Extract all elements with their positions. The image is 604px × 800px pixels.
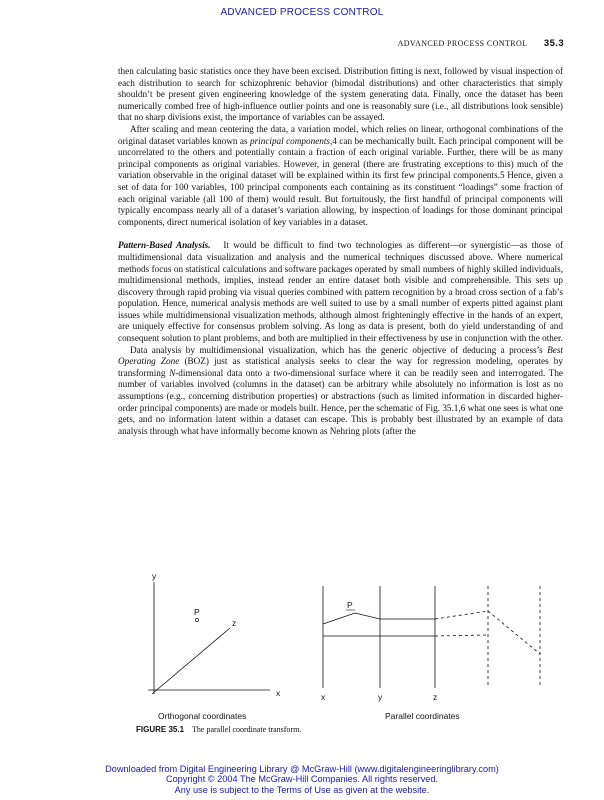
parallel-axis-label-x: x [321, 692, 326, 702]
figure-caption-text: The parallel coordinate transform. [192, 725, 302, 734]
figure-number: FIGURE 35.1 [136, 725, 185, 734]
orthogonal-caption: Orthogonal coordinates [158, 711, 247, 721]
term-best-operating-zone: Best Operating Zone [118, 344, 563, 367]
orthogonal-z-label: z [232, 618, 237, 628]
paragraph-3 [118, 240, 563, 344]
parallel-dashed-lower [488, 611, 540, 654]
paragraph-3-text: It would be difficult to find two technologies as different—or synergistic—as those of multidimensional data visualization and analysis and the numerical techniques discussed above. Where numerical methods focus on statistical calculations and software packages operated by small numbers of highly skilled individuals, multidimensional methods, implies, instead render an entire dataset both visible and comprehensible. This sets up discovery through rapid probing via visual queries combined with pattern recognition by a broad cross section of a fab’s population. Hence, numerical analysis methods are well suited to use by a small number of experts pitted against plant issues while multidimensional visualization methods, although almost frighteningly effective in the hands of an expert, are uniquely effective for consensus problem solving. As long as data is present, both do yield understanding of and consequent solution to plant problems, and both are multiplied in their effectiveness by use in conjunction with the other. [118, 240, 564, 344]
paragraph-2-start: After scaling and mean centering the data, a variation model, which relies on linear, orthogonal combinations of the original dataset variables known as [118, 123, 563, 146]
paragraph-4-mid: (BOZ) just as statistical analysis seeks to clear the way for regression modeling, operates by transforming [118, 356, 563, 378]
running-head [398, 38, 564, 49]
term-n: N [169, 367, 176, 378]
parallel-polyline-upper [323, 613, 435, 624]
footer-copyright: Copyright © 2004 The McGraw-Hill Companies. All rights reserved. [165, 774, 439, 785]
page-number: 35.3 [543, 38, 564, 49]
term-principal-components: principal components [250, 135, 330, 146]
orthogonal-point-p [196, 619, 199, 622]
section-heading-pattern-based-analysis: Pattern-Based Analysis. [118, 240, 211, 251]
orthogonal-point-label: P [194, 607, 200, 617]
parallel-dashed-mid [435, 635, 488, 636]
body-text [118, 66, 563, 437]
figure-caption [136, 725, 301, 734]
running-head-title: ADVANCED PROCESS CONTROL [397, 39, 528, 48]
parallel-axis-label-z: z [433, 692, 438, 702]
parallel-dashed-upper [435, 611, 488, 619]
parallel-diagram [321, 586, 540, 702]
paragraph-4-start: Data analysis by multidimensional visualization, which has the generic objective of deducing a process’s [130, 344, 548, 355]
parallel-caption: Parallel coordinates [385, 711, 460, 721]
footer [0, 764, 604, 795]
paragraph-2-rest: can be mechanically built. Each principal component will be uncorrelated to the others and potentially contain a fraction of each original variable. Further, there will be as many principal components as original variables. However, in general (there are frustrating exceptions to this) much of the variation observable in the original dataset will be explained within its first few principal components.5 Hence, given a set of data for 100 variables, 100 principal components each containing as its constituent “loadings” some fraction of each original variable (all 100 of them) would result. But fortuitously, the first handful of principal components will typically encompass nearly all of a dataset’s variation allowing, by inspection of loadings for those dominant principal components, direct numerical isolation of key variables in a dataset. [118, 135, 563, 227]
orthogonal-x-label: x [276, 688, 281, 698]
parallel-axis-label-y: y [378, 692, 383, 702]
orthogonal-z-axis [152, 628, 230, 694]
footer-terms-link[interactable]: Any use is subject to the Terms of Use as given at the website. [174, 784, 430, 795]
paragraph-2 [118, 124, 563, 228]
paragraph-1: then calculating basic statistics once they have been excised. Distribution fitting is next, followed by visual inspection of each distribution to search for schizophrenic behavior (bimodal distributions) and other characteristics that simply shouldn’t be present given engineering knowledge of the system generating data. Finally, once the dataset has been numerically combed free of high-influence outlier points and one is reasonably sure (i.e., all distributions look sensible) that no sharp divisions exist, the importance of variables can be assayed. [118, 66, 563, 123]
figure-35-1 [118, 566, 563, 766]
footer-download-link[interactable]: Downloaded from Digital Engineering Library @ McGraw-Hill (www.digitalengineeringlibrary.com) [105, 764, 499, 774]
paragraph-4-rest: -dimensional data onto a two-dimensional surface where it can be readily seen and interrogated. The number of variables involved (columns in the dataset) can be arbitrary while absolutely no information is lost as no assumptions (e.g., concerning distribution properties) or abstractions (such as limited information in discarded higher-order principal components) are made or models built. Hence, per the schematic of Fig. 35.1,6 what one sees is what one gets, and no information latent within a dataset can escape. This is probably best illustrated by an example of data analysis through what have informally become known as Nehring plots (after the [118, 367, 563, 436]
paragraph-2-ref: ,4 [330, 135, 337, 146]
orthogonal-diagram [148, 571, 281, 698]
figure-35-1-diagram [118, 566, 563, 726]
parallel-point-label: P [347, 600, 353, 610]
paragraph-4 [118, 345, 563, 438]
orthogonal-y-label: y [152, 571, 157, 581]
source-banner[interactable]: ADVANCED PROCESS CONTROL [220, 7, 384, 18]
